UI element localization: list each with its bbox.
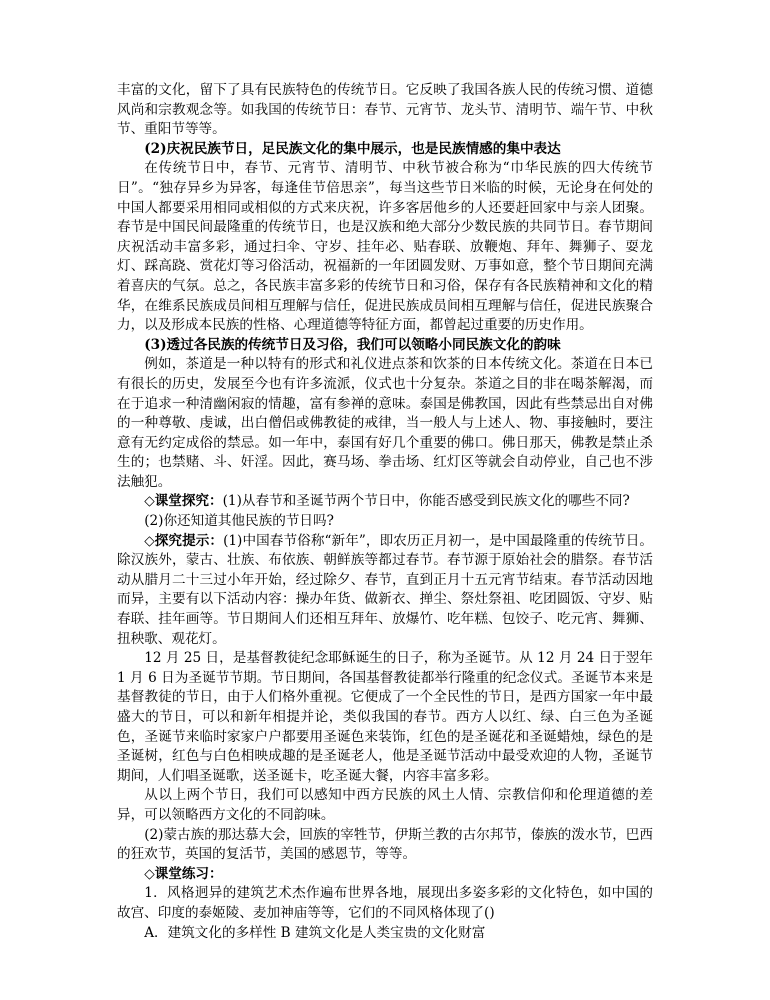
paragraph-intro: 丰富的文化，留下了具有民族特色的传统节日。它反映了我国各族人民的传统习惯、道德风尚和宗教观念等。如我国的传统节日：春节、元宵节、龙头节、清明节、端午节、中秋节、重阳节等等。 — [117, 82, 653, 138]
inquiry-hint-spring-festival: (1)中国春节俗称“新年”，即农历正月初一，是中国最隆重的传统节日。除汉族外，蒙古、壮族、布依族、朝鲜族等都过春节。春节源于原始社会的腊祭。春节活动从腊月二十三过小年开始，经过除夕、春节，直到正月十五元宵节结束。春节活动因地而异，主要有以下活动内容：操办年货、做新衣、掸尘、祭灶祭祖、吃团圆饭、守岁、贴春联、挂年画等。节日期间人们还相互拜年、放爆竹、吃年糕、包饺子、吃元宵、舞狮、扭秧歌、观花灯。 — [117, 532, 653, 647]
exercise-question-1-options: A．建筑文化的多样性 B 建筑文化是人类宝贵的文化财富 — [144, 924, 486, 941]
exercise-question-1: 1．风格迥异的建筑艺术杰作遍布世界各地，展现出多姿多彩的文化特色，如中国的故宫、印度的泰姬陵、麦加神庙等等，它们的不同风格体现了() — [117, 885, 653, 921]
section-heading-2: (2)庆祝民族节日，足民族文化的集中展示，也是民族情感的集中表达 — [144, 140, 561, 157]
document-page — [117, 81, 653, 943]
classroom-inquiry-question-1: (1)从春节和圣诞节两个节日中，你能否感受到民族文化的哪些不同? — [222, 493, 630, 510]
classroom-exercise-heading: ◇课堂练习： — [144, 865, 223, 882]
classroom-inquiry-question-2: (2)你还知道其他民族的节日吗? — [144, 513, 334, 530]
paragraph-four-festivals: 在传统节日中，春节、元宵节、清明节、中秋节被合称为“巾华民族的四大传统节日”。“独存异乡为异客，每逢佳节倍思亲”，每当这些节日米临的时候，无论身在何处的中国人都要采用相同或相似的方式来庆祝，许多客居他乡的人还要赶回家中与亲人团聚。春节是中国民间最隆重的传统节日，也是汉族和绝大部分少数民族的共同节日。春节期间庆祝活动丰富多彩，通过扫伞、守岁、挂年必、贴春联、放鞭炮、拜年、舞狮子、耍龙灯、踩高跷、赏花灯等习俗活动，祝福新的一年团圆发财、万事如意，整个节日期间充满着喜庆的气氛。总之，各民族丰富多彩的传统节日和习俗，保存有各民族精神和文化的精华，在维系民族成员间相互理解与信任，促进民族成员间相互理解与信任，促进民族聚合力，以及形成本民族的性格、心理道德等特征方面，都曾起过重要的历史作用。 — [117, 160, 653, 334]
inquiry-hint-label: ◇探究提示： — [144, 532, 224, 549]
classroom-inquiry — [117, 492, 653, 512]
paragraph-tea-ceremony: 例如，茶道是一种以特有的形式和礼仪进点茶和饮茶的日本传统文化。茶道在日本已有很长的历史，发展至今也有许多流派，仪式也十分复杂。茶道之目的非在喝茶解渴，而在于追求一种清幽闲寂的情趣，富有参禅的意味。泰国是佛教国，因此有些禁忌出自对佛的一种尊敬、虔诚，出白僧侣或佛教徒的戒律，当一般人与上述人、物、事接触时，要注意有无约定成俗的禁忌。如一年中，泰国有好几个重要的佛口。佛日那天，佛教是禁止杀生的；也禁赌、斗、奸淫。因此，赛马场、拳击场、红灯区等就会自动停业，自己也不涉法触犯。 — [117, 356, 653, 490]
classroom-inquiry-label: ◇课堂探究： — [144, 493, 223, 510]
section-heading-3: (3)透过各民族的传统节日及习俗，我们可以领略小同民族文化的韵味 — [144, 336, 561, 353]
paragraph-comparison: 从以上两个节日，我们可以感知中西方民族的风土人情、宗教信仰和伦理道德的差异，可以领略西方文化的不同韵味。 — [117, 787, 653, 823]
paragraph-christmas: 12 月 25 日，是基督教徒纪念耶稣诞生的日子，称为圣诞节。从 12 月 24 日于翌年 1 月 6 日为圣诞节节期。节日期间，各国基督教徒都举行隆重的纪念仪式。圣诞节本来是基督教徒的节日，由于人们格外重视。它便成了一个全民性的节日，是西方国家一年中最盛大的节日，可以和新年相提并论，类似我国的春节。西方人以红、绿、白三色为圣诞色，圣诞节来临时家家户户都要用圣诞色来装饰，红色的是圣诞花和圣诞蜡烛，绿色的是圣诞树，红色与白色相映成趣的是圣诞老人，他是圣诞节活动中最受欢迎的人物，圣诞节期间，人们唱圣诞歌，送圣诞卡，吃圣诞大餐，内容丰富多彩。 — [117, 650, 653, 784]
paragraph-other-festivals: (2)蒙古族的那达慕大会，回族的宰牲节，伊斯兰教的古尔邦节，傣族的泼水节，巴西的狂欢节，英国的复活节，美国的感恩节，等等。 — [117, 826, 653, 863]
inquiry-hint — [117, 532, 653, 650]
